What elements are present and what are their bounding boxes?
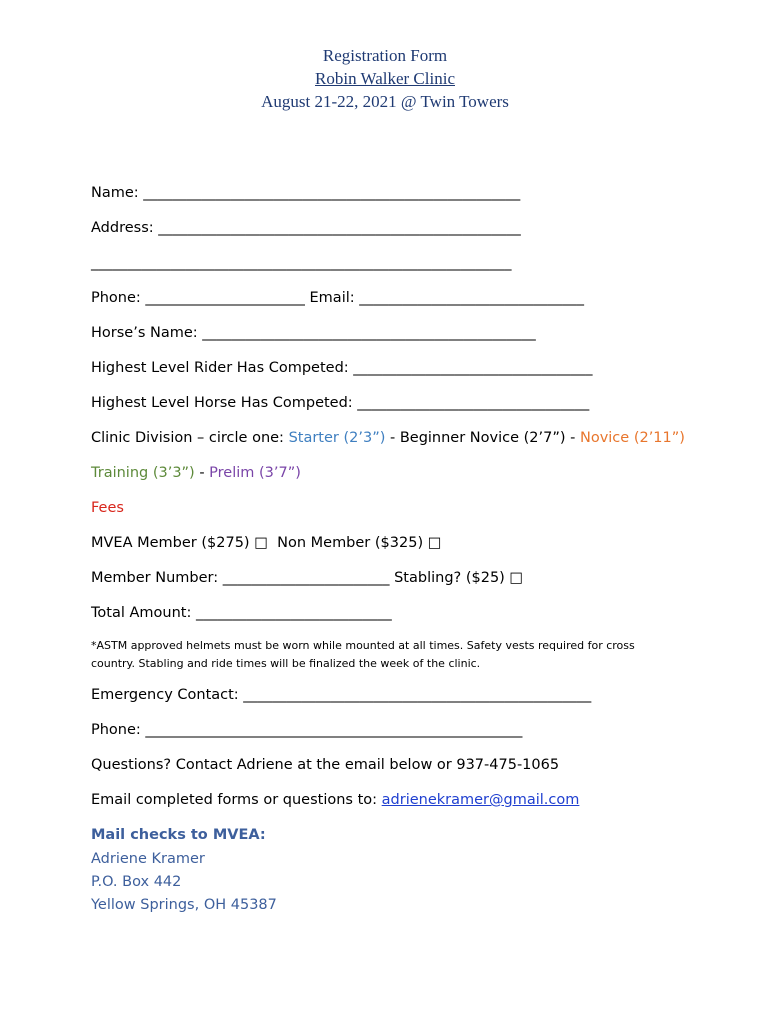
safety-note-line-1: *ASTM approved helmets must be worn while mounted at all times. Safety vests required for cross: [91, 639, 635, 652]
division-sep-2: -: [565, 430, 580, 446]
division-novice[interactable]: Novice (2’11”): [579, 430, 685, 446]
form-title: Registration Form: [322, 46, 448, 65]
emergency-phone-field[interactable]: Phone: ____________________________________________________: [91, 722, 523, 738]
mailing-po-box: P.O. Box 442: [91, 874, 182, 890]
emergency-contact-field[interactable]: Emergency Contact: ________________________________________________: [91, 687, 592, 703]
clinic-division-line: [91, 428, 685, 448]
address-field-line2[interactable]: __________________________________________________________: [91, 255, 512, 271]
email-prefix: Email completed forms or questions to:: [91, 792, 382, 808]
phone-email-field[interactable]: Phone: ______________________ Email: _______________________________: [91, 290, 584, 306]
horse-name-field[interactable]: Horse’s Name: ______________________________________________: [91, 325, 536, 341]
division-sep-3: -: [194, 465, 210, 481]
questions-text: Questions? Contact Adriene at the email below or 937-475-1065: [91, 757, 560, 773]
member-number-stabling-field[interactable]: Member Number: _______________________ Stabling? ($25) □: [91, 570, 524, 586]
total-amount-field[interactable]: Total Amount: ___________________________: [91, 605, 392, 621]
clinic-name: [0, 67, 770, 90]
division-starter[interactable]: Starter (2’3”): [288, 430, 386, 446]
division-beginner-novice[interactable]: Beginner Novice (2’7”): [399, 430, 566, 446]
mailing-heading: Mail checks to MVEA:: [91, 827, 266, 843]
fees-heading: Fees: [91, 500, 124, 516]
email-instructions: [91, 790, 579, 810]
mailing-name: Adriene Kramer: [91, 851, 205, 867]
horse-level-field[interactable]: Highest Level Horse Has Competed: ________________________________: [91, 395, 590, 411]
division-sep-1: -: [385, 430, 400, 446]
division-training[interactable]: Training (3’3”): [91, 465, 195, 481]
date-location: August 21-22, 2021 @ Twin Towers: [261, 92, 509, 111]
mailing-city: Yellow Springs, OH 45387: [91, 897, 277, 913]
clinic-name-text: Robin Walker Clinic: [315, 69, 455, 88]
division-label: Clinic Division – circle one:: [91, 430, 289, 446]
membership-options[interactable]: MVEA Member ($275) □ Non Member ($325) □: [91, 535, 442, 551]
rider-level-field[interactable]: Highest Level Rider Has Competed: _________________________________: [91, 360, 593, 376]
division-prelim[interactable]: Prelim (3’7”): [209, 465, 301, 481]
name-field[interactable]: Name: ____________________________________________________: [91, 185, 521, 201]
safety-note-line-2: country. Stabling and ride times will be finalized the week of the clinic.: [91, 657, 481, 670]
email-link[interactable]: adrienekramer@gmail.com: [381, 792, 580, 808]
address-field[interactable]: Address: __________________________________________________: [91, 220, 521, 236]
clinic-division-line-2: [91, 463, 301, 483]
